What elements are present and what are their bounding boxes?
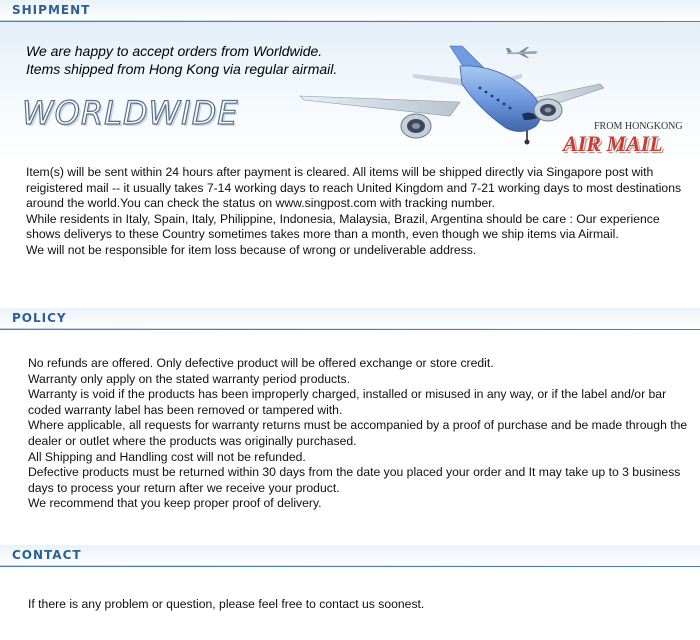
policy-header	[0, 308, 700, 330]
policy-line: All Shipping and Handling cost will not be refunded.	[28, 449, 306, 464]
shipment-title: SHIPMENT	[12, 3, 91, 17]
policy-line: Warranty is void if the products has been improperly charged, installed or misused in any way, or if the label and/or bar coded warranty label has been removed or tampered with.	[28, 387, 667, 417]
air-mail-logo: AIR MAIL	[563, 131, 663, 156]
policy-line: We recommend that you keep proper proof of delivery.	[28, 496, 322, 511]
policy-line: No refunds are offered. Only defective product will be offered exchange or store credit.	[28, 356, 494, 370]
contact-message: If there is any problem or question, please feel free to contact us soonest.	[28, 597, 425, 611]
policy-line: Defective products must be returned within 30 days from the date you placed your order and It may take up to 3 business days to process your return after we receive your product.	[28, 465, 681, 495]
policy-divider	[0, 329, 700, 330]
shipment-paragraph-dispatch: Item(s) will be sent within 24 hours after payment is cleared. All items will be shipped directly via Singapore post with reigistered mail -- it usually takes 7-14 working days to reach United Kingdom and 7-21 working days to most destinations around the world.You can check the status on www.singpost.com with tracking number.	[26, 165, 682, 211]
from-hongkong-label: FROM HONGKONG	[594, 121, 683, 132]
policy-line: Warranty only apply on the stated warranty period products.	[28, 371, 351, 386]
shipment-header	[0, 0, 700, 22]
shipment-paragraph-liability: We will not be responsible for item loss because of wrong or undeliverable address.	[26, 242, 477, 257]
policy-details	[28, 356, 690, 512]
contact-divider	[0, 566, 700, 567]
tagline-worldwide-orders: We are happy to accept orders from Worldwide.	[26, 43, 323, 59]
shipment-details	[26, 165, 690, 259]
worldwide-logo-text: WORLDWIDE	[22, 94, 239, 132]
policy-line: Where applicable, all requests for warranty returns must be accompanied by a proof of purchase and be made through the dealer or outlet where the products was originally purchased.	[28, 418, 688, 448]
tagline-airmail-shipping: Items shipped from Hong Kong via regular airmail.	[26, 61, 338, 77]
contact-title: CONTACT	[12, 548, 82, 562]
shipment-paragraph-warning: While residents in Italy, Spain, Italy, Philippine, Indonesia, Malaysia, Brazil, Argentina should be care : Our experience shows deliverys to these Country sometimes takes more than a month, even though we ship items via Airmail.	[26, 211, 660, 242]
policy-title: POLICY	[12, 311, 67, 325]
contact-header	[0, 545, 700, 567]
